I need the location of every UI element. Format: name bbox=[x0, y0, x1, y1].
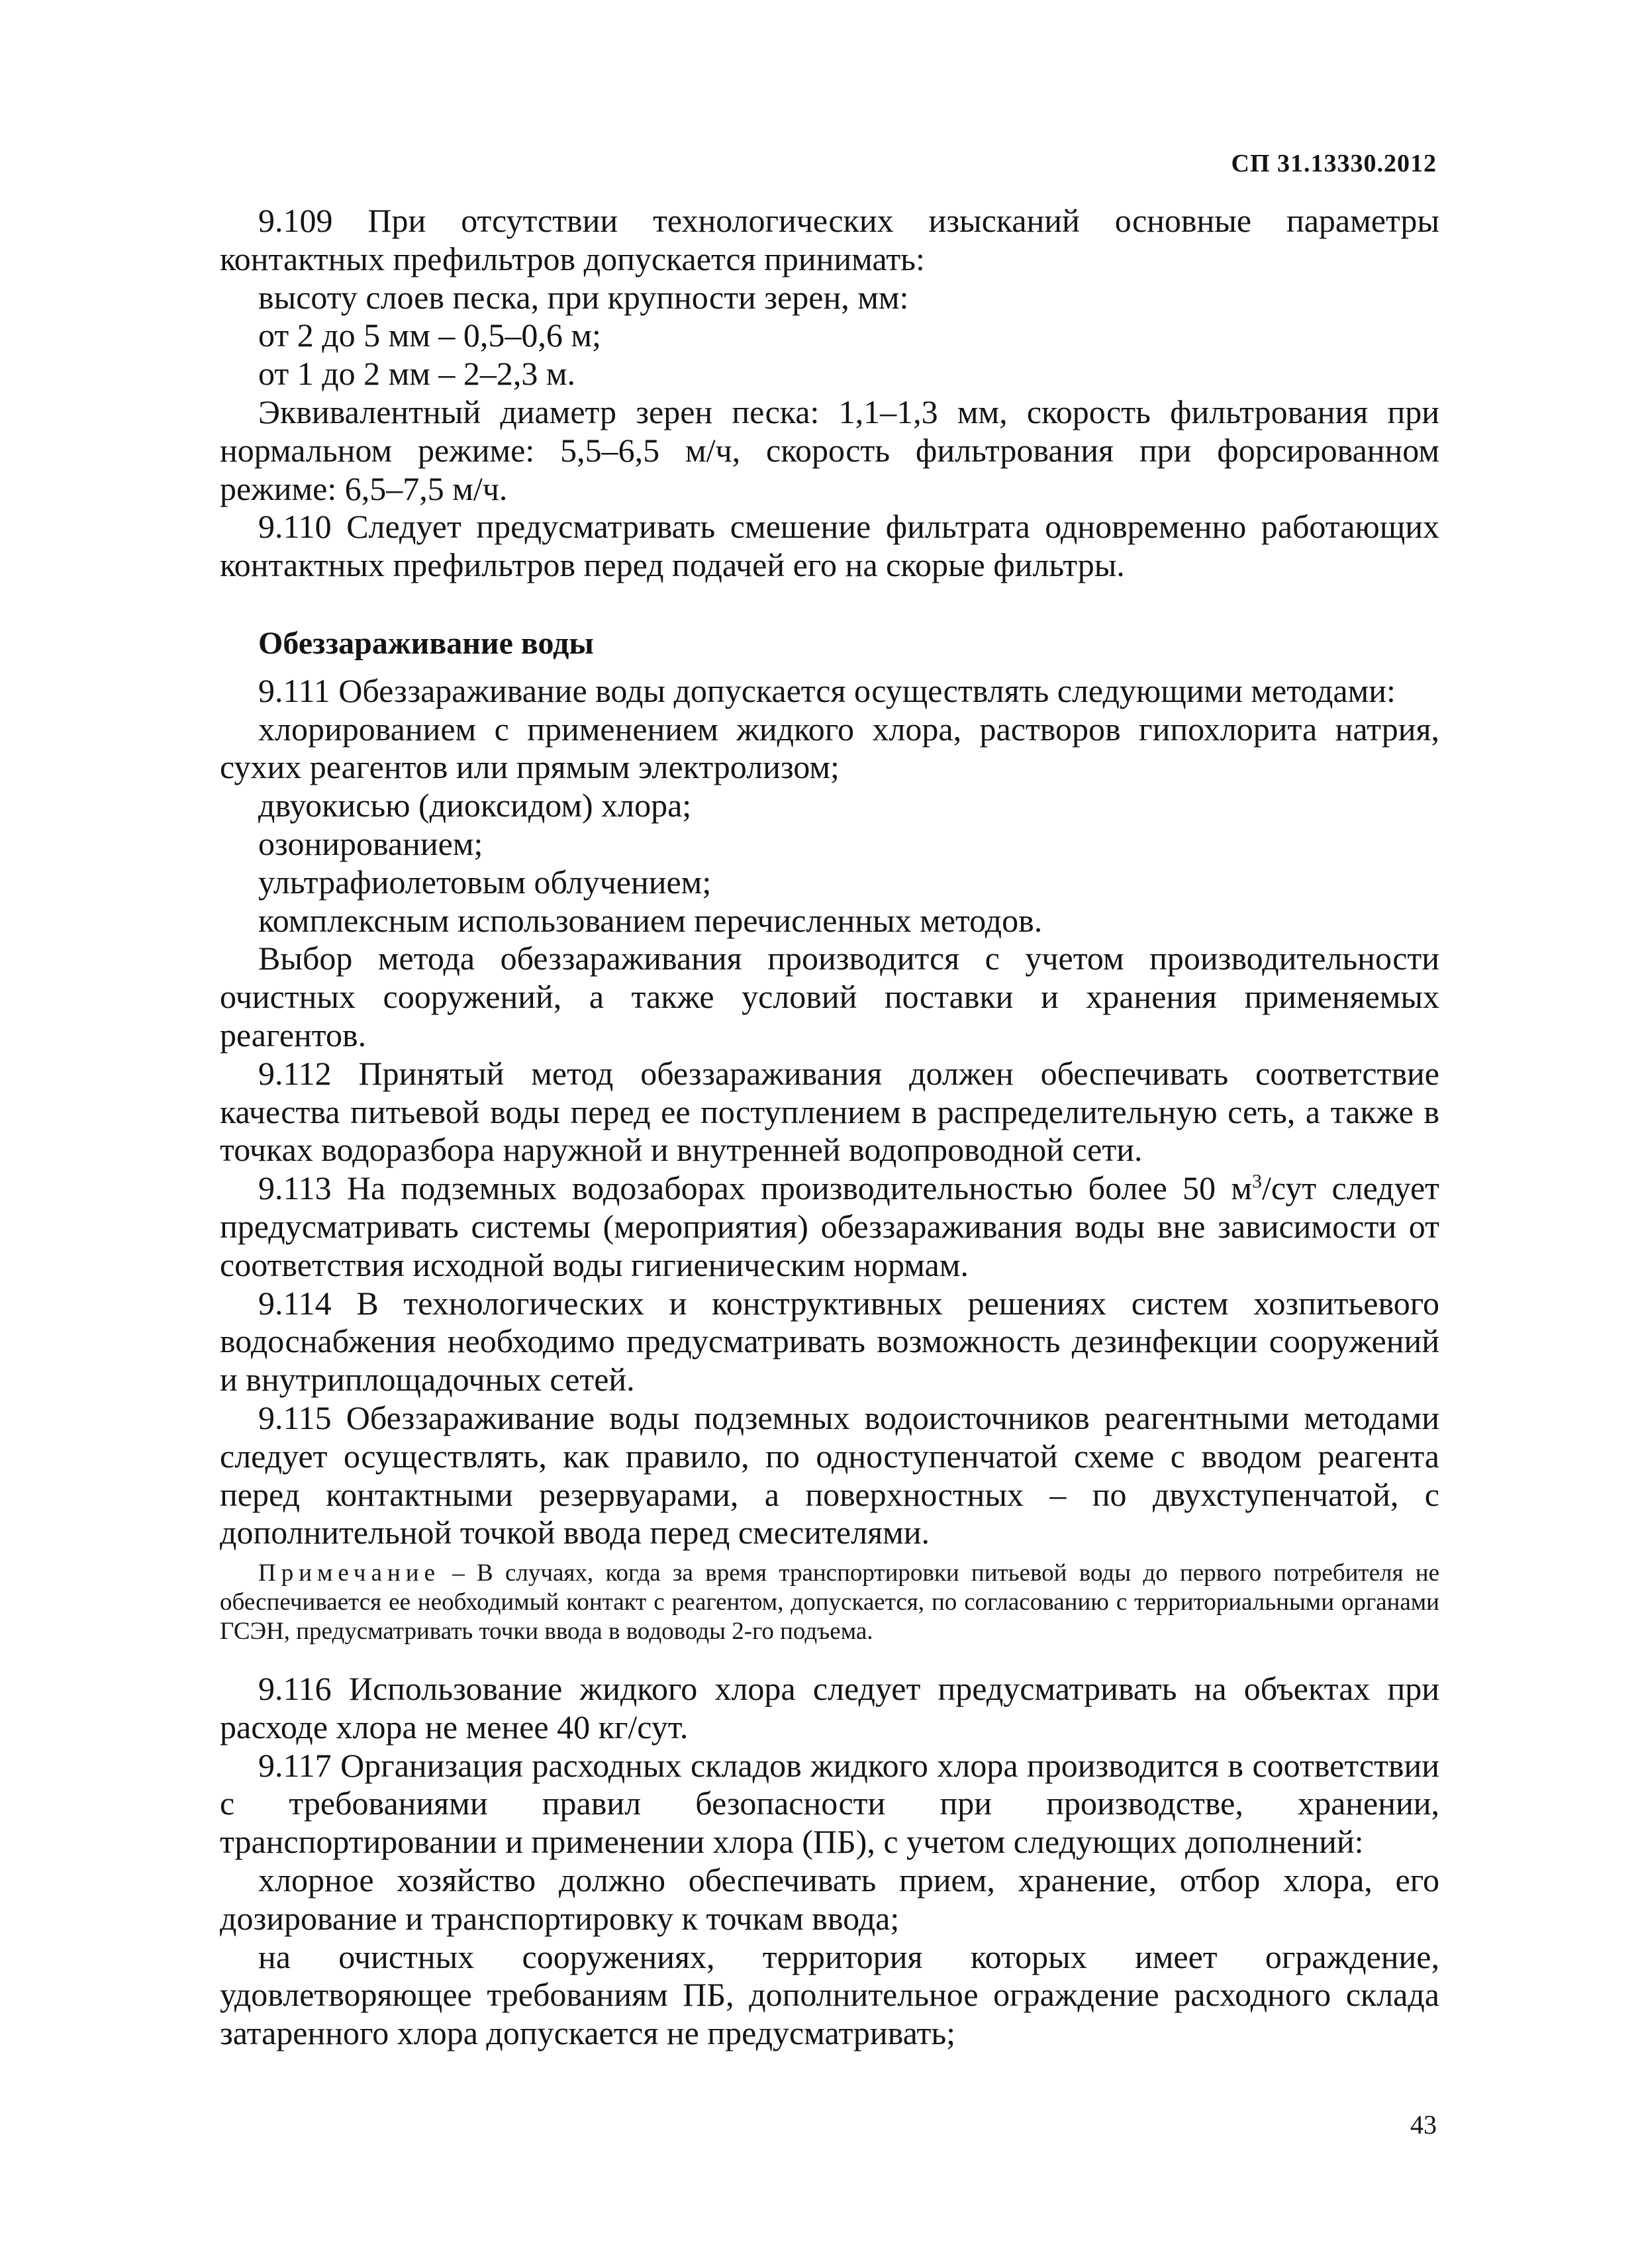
list-line: высоту слоев песка, при крупности зерен, мм: bbox=[258, 278, 909, 316]
clause-9-116: 9.116 Использование жидкого хлора следует предусматривать на объектах при расходе хлора не менее 40 кг/сут. bbox=[220, 1670, 1439, 1746]
clause-9-114: 9.114 В технологических и конструктивных решениях систем хозпитьевого водоснабжения необходимо предусматривать возможность дезинфекции сооружений и внутриплощадочных сетей. bbox=[220, 1284, 1439, 1399]
list-line: от 2 до 5 мм – 0,5–0,6 м; bbox=[258, 317, 601, 354]
clause-9-113 bbox=[220, 1169, 1439, 1284]
clause-9-109: 9.109 При отсутствии технологических изысканий основные параметры контактных префильтров допускается принимать: bbox=[220, 202, 1439, 277]
clause-text: /сут следует предусматривать системы (мероприятия) обеззараживания воды вне зависимости от соответствия исходной воды гигиеническим нормам. bbox=[220, 1169, 1439, 1283]
clause-9-111: 9.111 Обеззараживание воды допускается осуществлять следующими методами: bbox=[258, 671, 1396, 709]
page-body bbox=[220, 202, 1439, 2053]
list-line: хлорированием с применением жидкого хлора, растворов гипохлорита натрия, сухих реагентов или прямым электролизом; bbox=[220, 710, 1439, 786]
list-line: озонированием; bbox=[258, 824, 483, 862]
clause-9-112: 9.112 Принятый метод обеззараживания должен обеспечивать соответствие качества питьевой воды перед ее поступлением в распределительную сеть, а также в точках водоразбора наружной и внутренней водопроводной сети. bbox=[220, 1054, 1439, 1169]
list-line: двуокисью (диоксидом) хлора; bbox=[258, 787, 692, 824]
paragraph: Выбор метода обеззараживания производится с учетом производительности очистных сооружений, а также условий поставки и хранения применяемых реагентов. bbox=[220, 940, 1439, 1054]
document-code: СП 31.13330.2012 bbox=[1231, 150, 1437, 177]
clause-9-117: 9.117 Организация расходных складов жидкого хлора производится в соответствии с требованиями правил безопасности при производстве, хранении, транспортировании и применении хлора (ПБ), с учетом следующих дополнений: bbox=[220, 1746, 1439, 1861]
list-line: хлорное хозяйство должно обеспечивать прием, хранение, отбор хлора, его дозирование и транспортировку к точкам ввода; bbox=[220, 1861, 1439, 1937]
clause-9-115: 9.115 Обеззараживание воды подземных водоисточников реагентными методами следует осуществлять, как правило, по одноступенчатой схеме с вводом реагента перед контактными резервуарами, а поверхностных – по двухступенчатой, с дополнительной точкой ввода перед смесителями. bbox=[220, 1399, 1439, 1552]
note-label: Примечание bbox=[258, 1559, 440, 1587]
list-line: от 1 до 2 мм – 2–2,3 м. bbox=[258, 355, 576, 393]
clause-9-110: 9.110 Следует предусматривать смешение фильтрата одновременно работающих контактных префильтров перед подачей его на скорые фильтры. bbox=[220, 508, 1439, 584]
list-line: на очистных сооружениях, территория которых имеет ограждение, удовлетворяющее требованиям ПБ, дополнительное ограждение расходного склада затаренного хлора допускается не предусматривать; bbox=[220, 1938, 1439, 2052]
note bbox=[220, 1559, 1439, 1646]
note-text: – В случаях, когда за время транспортировки питьевой воды до первого потребителя не обеспечивается ее необходимый контакт с реагентом, допускается, по согласованию с территориальными органами ГСЭН, предусматривать точки ввода в водоводы 2-го подъема. bbox=[220, 1559, 1439, 1646]
list-line: комплексным использованием перечисленных методов. bbox=[258, 901, 1043, 939]
clause-text: 9.113 На подземных водозаборах производительностью более 50 м bbox=[258, 1169, 1252, 1207]
page-number: 43 bbox=[1410, 2110, 1437, 2140]
superscript: 3 bbox=[1251, 1170, 1262, 1193]
paragraph: Эквивалентный диаметр зерен песка: 1,1–1,3 мм, скорость фильтрования при нормальном режиме: 5,5–6,5 м/ч, скорость фильтрования при форсированном режиме: 6,5–7,5 м/ч. bbox=[220, 393, 1439, 507]
section-heading: Обеззараживание воды bbox=[258, 625, 594, 661]
list-line: ультрафиолетовым облучением; bbox=[258, 863, 712, 901]
